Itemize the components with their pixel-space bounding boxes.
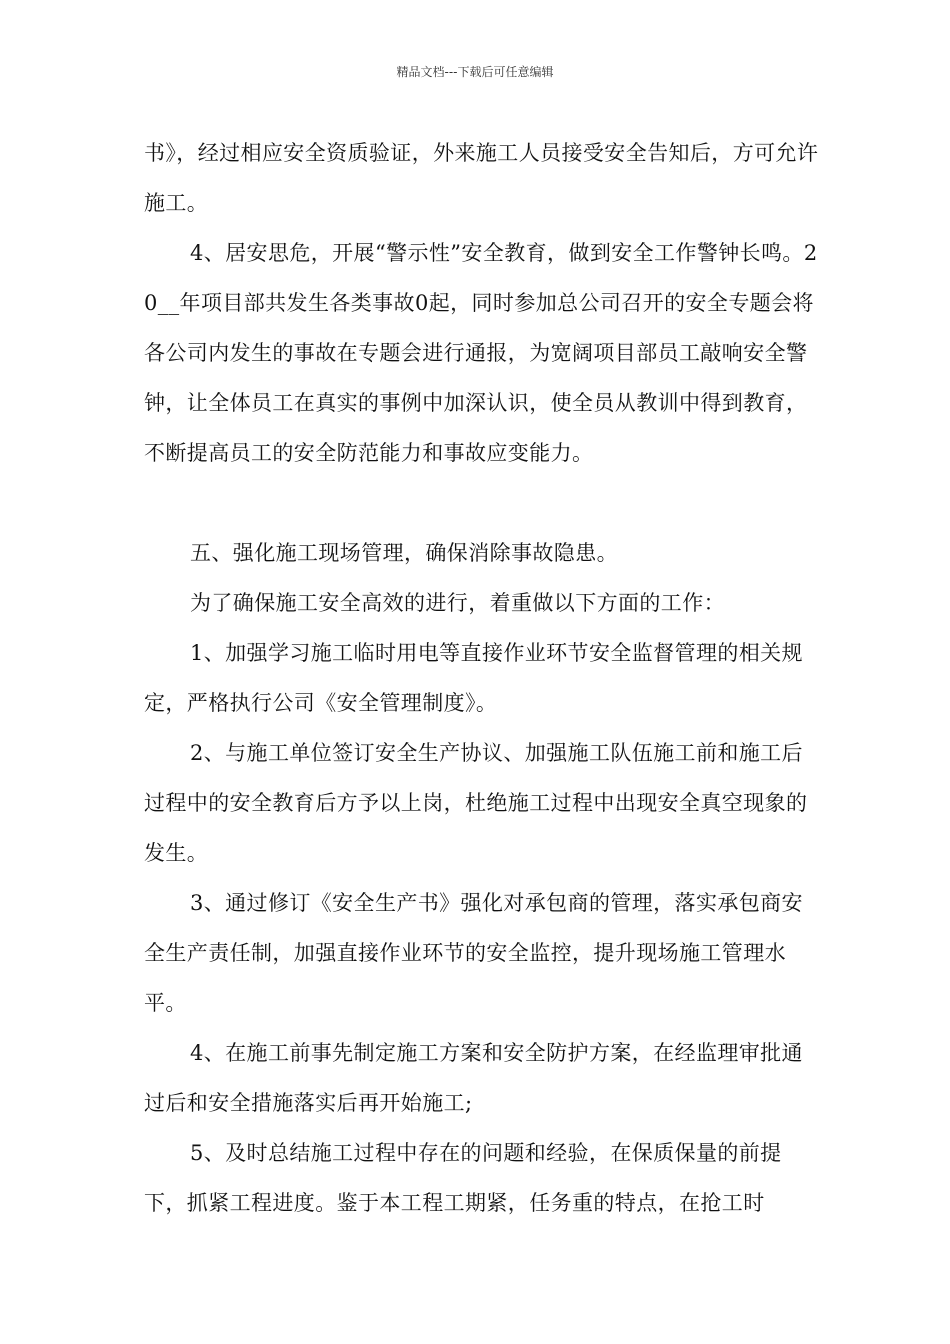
paragraph-gap [144, 478, 824, 528]
paragraph-item-1: 1、加强学习施工临时用电等直接作业环节安全监督管理的相关规定，严格执行公司《安全管理制度》。 [144, 641, 803, 715]
paragraph-item-3: 3、通过修订《安全生产书》强化对承包商的管理，落实承包商安全生产责任制，加强直接作业环节的安全监控，提升现场施工管理水平。 [144, 891, 803, 1015]
section-heading-five: 五、强化施工现场管理，确保消除事故隐患。 [190, 541, 618, 565]
paragraph-item-4: 4、在施工前事先制定施工方案和安全防护方案，在经监理审批通过后和安全措施落实后再开始施工; [144, 1041, 803, 1115]
paragraph-item-5: 5、及时总结施工过程中存在的问题和经验，在保质保量的前提下，抓紧工程进度。鉴于本工程工期紧，任务重的特点，在抢工时 [144, 1141, 782, 1215]
paragraph-continuation: 书》，经过相应安全资质验证，外来施工人员接受安全告知后，方可允许施工。 [144, 141, 819, 215]
paragraph-intro: 为了确保施工安全高效的进行，着重做以下方面的工作： [190, 591, 725, 615]
paragraph-item-4-safety-education: 4、居安思危，开展“警示性”安全教育，做到安全工作警钟长鸣。20__年项目部共发生各类事故0起，同时参加总公司召开的安全专题会将各公司内发生的事故在专题会进行通报，为宽阔项目部员工敲响安全警钟，让全体员工在真实的事例中加深认识，使全员从教训中得到教育，不断提高员工的安全防范能力和事故应变能力。 [144, 241, 818, 465]
page-header: 精品文档---下载后可任意编辑 [396, 65, 554, 79]
paragraph-item-2: 2、与施工单位签订安全生产协议、加强施工队伍施工前和施工后过程中的安全教育后方予以上岗，杜绝施工过程中出现安全真空现象的发生。 [144, 741, 808, 865]
document-body [144, 128, 824, 1228]
